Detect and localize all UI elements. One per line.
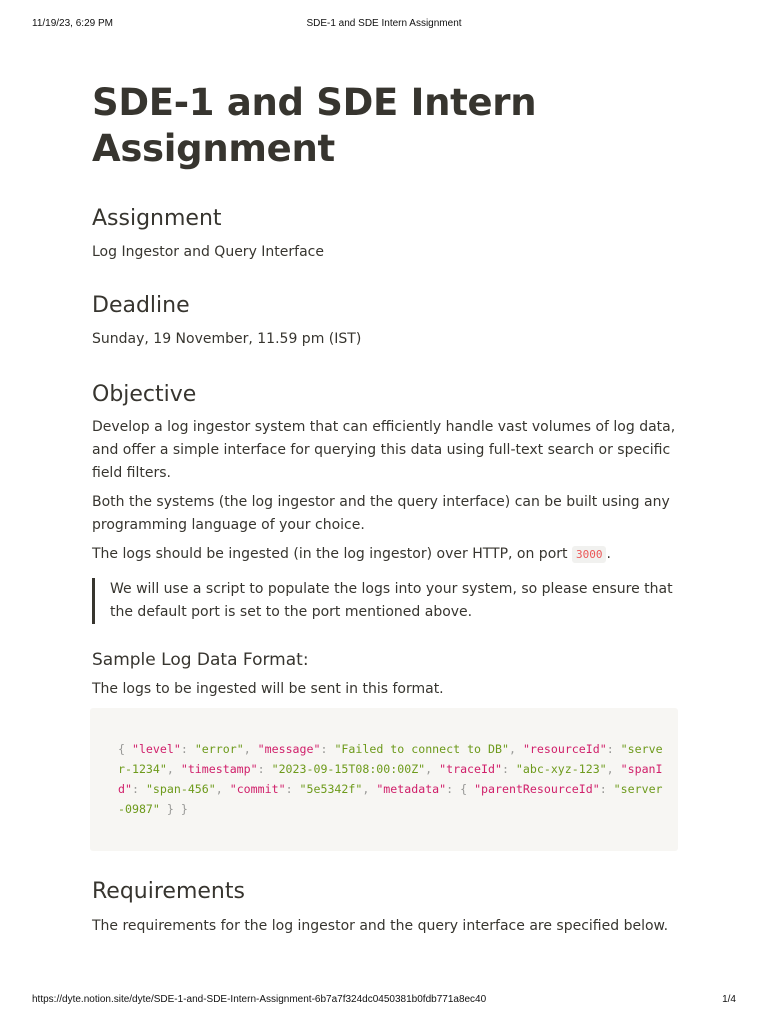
assignment-text: Log Ingestor and Query Interface — [92, 244, 324, 260]
requirements-text: The requirements for the log ingestor and the query interface are specified below. — [92, 918, 669, 934]
code-key: "metadata" — [376, 782, 447, 796]
port-code: 3000 — [572, 546, 607, 563]
assignment-section — [92, 204, 682, 264]
code-key: "resourceId" — [522, 742, 607, 756]
sample-format-text: The logs to be ingested will be sent in this format. — [92, 681, 444, 697]
quote-text: We will use a script to populate the logs into your system, so please ensure that the default port is set to the port mentioned above. — [110, 581, 673, 620]
port-sentence-prefix: The logs should be ingested (in the log ingestor) over HTTP, on port — [92, 546, 572, 562]
code-value: "error" — [194, 742, 244, 756]
deadline-heading: Deadline — [92, 293, 190, 318]
code-value: "abc-xyz-123" — [515, 762, 607, 776]
page-number: 1/4 — [722, 994, 736, 1005]
print-datetime: 11/19/23, 6:29 PM — [32, 18, 113, 29]
objective-section — [92, 380, 682, 566]
code-key: "spanId" — [118, 762, 663, 796]
port-sentence-suffix: . — [606, 546, 611, 562]
page-content — [92, 80, 682, 934]
code-sample: { "level": "error", "message": "Failed to connect to DB", "resourceId": "server-1234", "timestamp": "2023-09-15T08:00:00Z", "traceId": "abc-xyz-123", "spanId": "span-456", "commit": "5e5342f", "metadata": { "parentResourceId": "server-0987" } } — [118, 742, 663, 816]
requirements-heading: Requirements — [92, 879, 245, 904]
code-value: "5e5342f" — [299, 782, 363, 796]
objective-paragraph-2: Both the systems (the log ingestor and the query interface) can be built using any programming language of your choice. — [92, 494, 670, 533]
note-quote — [92, 578, 690, 624]
assignment-heading: Assignment — [92, 206, 222, 231]
objective-heading: Objective — [92, 382, 197, 407]
objective-paragraph-1: Develop a log ingestor system that can efficiently handle vast volumes of log data, and offer a simple interface for querying this data using full-text search or specific field filters. — [92, 419, 676, 481]
print-url: https://dyte.notion.site/dyte/SDE-1-and-SDE-Intern-Assignment-6b7a7f324dc0450381b0fdb771a8ec40 — [32, 994, 487, 1005]
code-value: "server-0987" — [118, 782, 663, 816]
code-value: "span-456" — [145, 782, 216, 796]
deadline-text: Sunday, 19 November, 11.59 pm (IST) — [92, 331, 362, 347]
code-key: "parentResourceId" — [474, 782, 600, 796]
print-doc-title: SDE-1 and SDE Intern Assignment — [306, 18, 462, 29]
print-footer — [32, 994, 736, 1008]
print-header — [32, 18, 736, 32]
objective-paragraph-3 — [92, 543, 682, 566]
sample-format-section — [92, 648, 682, 701]
code-block — [90, 708, 678, 851]
code-key: "commit" — [229, 782, 286, 796]
deadline-section — [92, 291, 682, 351]
requirements-section — [92, 877, 682, 938]
code-value: "2023-09-15T08:00:00Z" — [271, 762, 426, 776]
sample-format-heading: Sample Log Data Format: — [92, 650, 309, 670]
code-value: "Failed to connect to DB" — [334, 742, 509, 756]
code-key: "message" — [257, 742, 321, 756]
code-key: "timestamp" — [180, 762, 258, 776]
code-value: "server-1234" — [118, 742, 663, 776]
code-key: "traceId" — [439, 762, 502, 776]
code-key: "level" — [131, 742, 181, 756]
page-title: SDE-1 and SDE Intern Assignment — [92, 81, 537, 170]
